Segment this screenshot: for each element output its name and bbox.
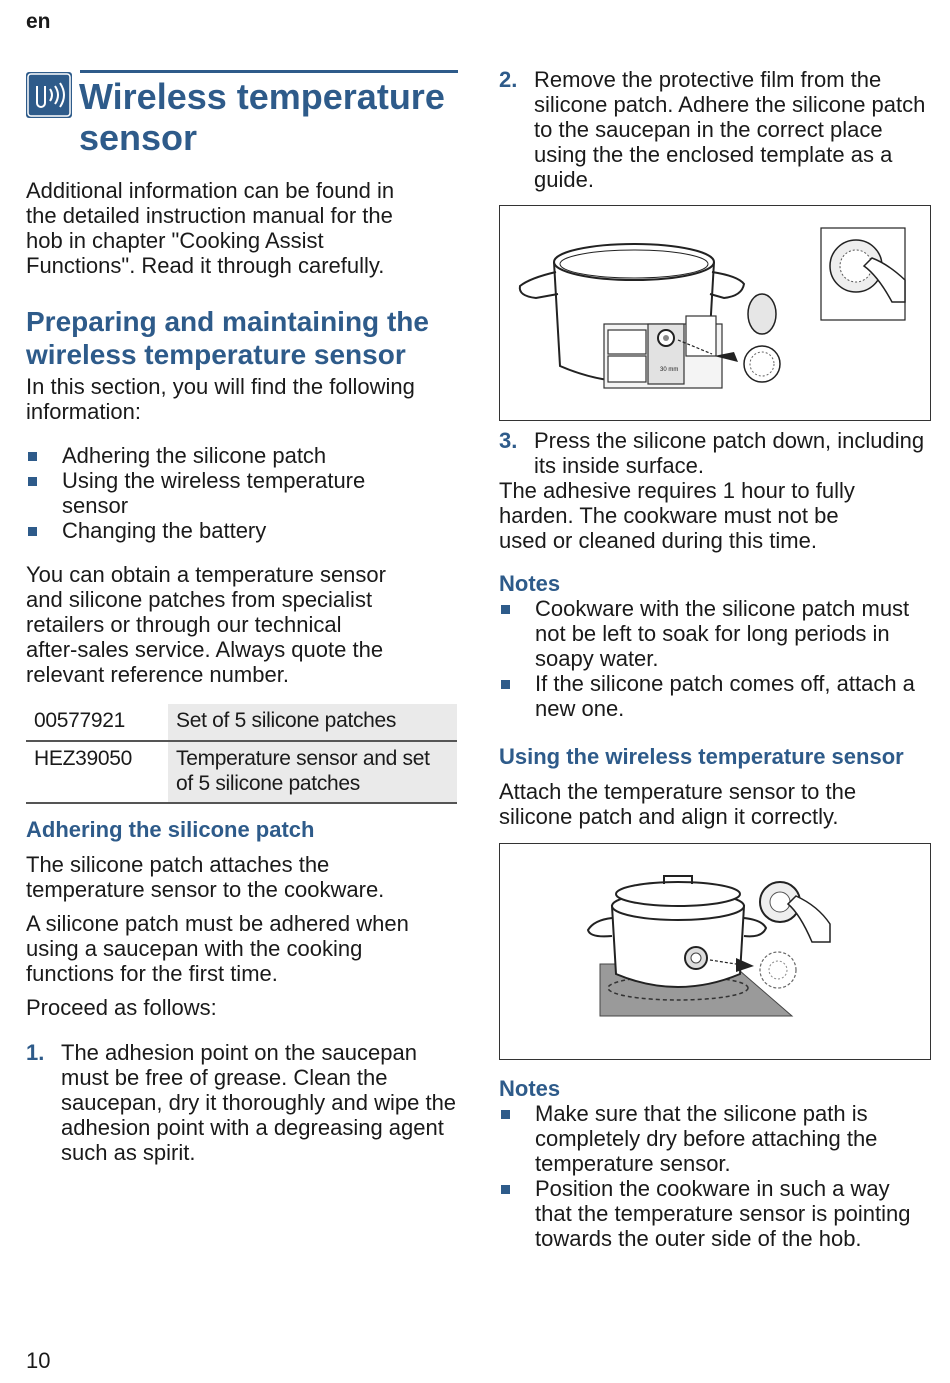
step-number: 2. xyxy=(499,67,518,92)
note-item xyxy=(499,596,919,671)
accessory-description: Set of 5 silicone patches xyxy=(168,704,457,741)
saucepan-sensor-illustration xyxy=(500,844,929,1058)
adhering-heading: Adhering the silicone patch xyxy=(26,817,315,842)
harden-paragraph xyxy=(499,478,931,553)
intro-line: the detailed instruction manual for the xyxy=(26,203,393,228)
adhering-paragraph-1 xyxy=(26,852,458,902)
step-2 xyxy=(499,67,931,192)
note-item xyxy=(499,1101,929,1176)
reference-number: 00577921 xyxy=(26,704,168,741)
list-item-text: Using the wireless temperature sensor xyxy=(62,468,366,518)
bullet-square xyxy=(501,680,510,689)
wireless-sensor-icon xyxy=(26,72,72,118)
information-list xyxy=(26,443,406,543)
bullet-square xyxy=(28,452,37,461)
step-text: Remove the protective film from the silicone patch. Adhere the silicone patch to the saucepan in the correct place using the the enclosed template as a guide. xyxy=(534,67,926,192)
page-title-line-1: Wireless temperature xyxy=(79,76,445,117)
proceed-text: Proceed as follows: xyxy=(26,995,217,1020)
using-line: Attach the temperature sensor to the xyxy=(499,779,857,804)
note-text: Position the cookware in such a way that the temperature sensor is pointing towards the outer side of the hob. xyxy=(535,1176,911,1251)
intro-line: Functions". Read it through carefully. xyxy=(26,253,385,278)
adhering-line: The silicone patch attaches the xyxy=(26,852,330,877)
using-notes-list xyxy=(499,1101,929,1251)
accessories-table xyxy=(26,704,457,804)
step-text: Press the silicone patch down, including its inside surface. xyxy=(534,428,925,478)
obtain-line: and silicone patches from specialist xyxy=(26,587,373,612)
note-text: If the silicone patch comes off, attach a new one. xyxy=(535,671,915,721)
figure-attach-sensor xyxy=(499,843,931,1060)
adhering-line: functions for the first time. xyxy=(26,961,278,986)
obtain-line: You can obtain a temperature sensor xyxy=(26,562,386,587)
intro-line: hob in chapter "Cooking Assist xyxy=(26,228,324,253)
using-notes-heading: Notes xyxy=(499,1076,561,1101)
obtain-line: retailers or through our technical xyxy=(26,612,342,637)
step-number: 1. xyxy=(26,1040,45,1065)
preparing-lead xyxy=(26,374,458,424)
list-item xyxy=(26,518,406,543)
harden-line: The adhesive requires 1 hour to fully xyxy=(499,478,855,503)
obtain-line: relevant reference number. xyxy=(26,662,289,687)
page-title xyxy=(79,76,459,158)
using-line: silicone patch and align it correctly. xyxy=(499,804,839,829)
list-item xyxy=(26,443,406,468)
step-1 xyxy=(26,1040,458,1165)
notes-heading: Notes xyxy=(499,571,561,596)
using-paragraph xyxy=(499,779,931,829)
note-item xyxy=(499,671,919,721)
intro-paragraph xyxy=(26,178,458,278)
adhering-line: temperature sensor to the cookware. xyxy=(26,877,385,902)
harden-line: used or cleaned during this time. xyxy=(499,528,817,553)
step-text: The adhesion point on the saucepan must be free of grease. Clean the saucepan, dry it thoroughly and wipe the adhesion point with a degreasing agent such as spirit. xyxy=(61,1040,457,1165)
adhering-line: A silicone patch must be adhered when xyxy=(26,911,409,936)
note-text: Cookware with the silicone patch must not be left to soak for long periods in soapy water. xyxy=(535,596,910,671)
note-text: Make sure that the silicone path is completely dry before attaching the temperature sensor. xyxy=(535,1101,878,1176)
step-3 xyxy=(499,428,931,478)
harden-line: harden. The cookware must not be xyxy=(499,503,839,528)
bullet-square xyxy=(501,1185,510,1194)
lead-line: In this section, you will find the following xyxy=(26,374,415,399)
bullet-square xyxy=(28,527,37,536)
language-code: en xyxy=(26,10,51,33)
template-distance-label: 30 mm xyxy=(660,367,679,373)
bullet-square xyxy=(501,605,510,614)
adhering-notes-list xyxy=(499,596,919,721)
list-item-text: Changing the battery xyxy=(62,518,267,543)
list-item-text: Adhering the silicone patch xyxy=(62,443,327,468)
title-rule xyxy=(80,70,458,73)
obtain-paragraph xyxy=(26,562,458,687)
reference-number: HEZ39050 xyxy=(26,741,168,803)
preparing-heading-line: Preparing and maintaining the xyxy=(26,306,429,337)
bullet-square xyxy=(28,477,37,486)
accessory-description: Temperature sensor and set of 5 silicone patches xyxy=(168,741,457,803)
preparing-heading xyxy=(26,305,458,371)
figure-adhere-patch xyxy=(499,205,931,421)
table-row xyxy=(26,741,457,803)
note-item xyxy=(499,1176,929,1251)
intro-line: Additional information can be found in xyxy=(26,178,395,203)
page-number: 10 xyxy=(26,1348,51,1373)
list-item xyxy=(26,468,406,518)
saucepan-patch-illustration xyxy=(500,206,929,419)
adhering-line: using a saucepan with the cooking xyxy=(26,936,363,961)
table-row xyxy=(26,704,457,741)
page-title-line-2: sensor xyxy=(79,117,198,158)
adhering-paragraph-2 xyxy=(26,911,458,986)
lead-line: information: xyxy=(26,399,141,424)
step-number: 3. xyxy=(499,428,518,453)
preparing-heading-line: wireless temperature sensor xyxy=(26,339,406,370)
bullet-square xyxy=(501,1110,510,1119)
obtain-line: after-sales service. Always quote the xyxy=(26,637,384,662)
using-heading: Using the wireless temperature sensor xyxy=(499,744,904,769)
